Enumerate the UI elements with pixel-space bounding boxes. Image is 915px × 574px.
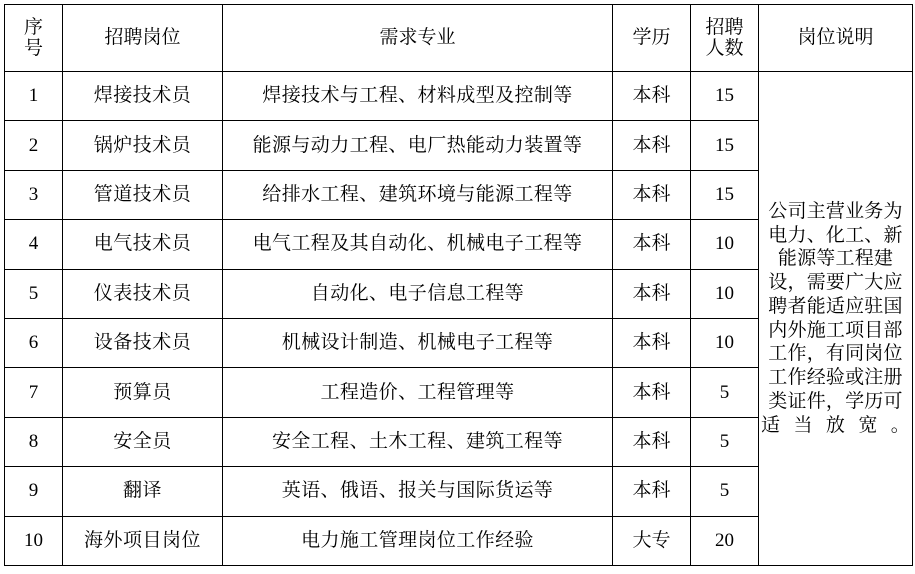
cell-no: 6 [5, 318, 63, 367]
table-header [5, 5, 913, 72]
column-header-count-line2: 人数 [705, 38, 744, 59]
cell-no: 2 [5, 121, 63, 170]
cell-major: 电力施工管理岗位工作经验 [223, 516, 613, 565]
cell-education: 本科 [613, 72, 691, 121]
cell-major: 工程造价、工程管理等 [223, 368, 613, 417]
cell-position: 仪表技术员 [63, 269, 223, 318]
cell-no: 4 [5, 220, 63, 269]
cell-no: 5 [5, 269, 63, 318]
cell-no: 1 [5, 72, 63, 121]
cell-major: 机械设计制造、机械电子工程等 [223, 318, 613, 367]
cell-no: 9 [5, 467, 63, 516]
cell-count: 15 [691, 121, 759, 170]
column-header-no-line1: 序 [23, 16, 43, 38]
cell-no: 8 [5, 417, 63, 466]
note-text: 公司主营业务为电力、化工、新能源等工程建设，需要广大应聘者能适应驻国内外施工项目部工作，有同岗位工作经验或注册类证件，学历可适当放宽。 [761, 200, 910, 436]
cell-note [759, 72, 913, 566]
cell-major: 焊接技术与工程、材料成型及控制等 [223, 72, 613, 121]
cell-count: 10 [691, 220, 759, 269]
column-header-position: 招聘岗位 [63, 5, 223, 72]
cell-major: 英语、俄语、报关与国际货运等 [223, 467, 613, 516]
recruitment-table [4, 4, 913, 566]
column-header-no-line2: 号 [23, 38, 43, 59]
cell-no: 10 [5, 516, 63, 565]
column-header-no [5, 5, 63, 72]
cell-education: 本科 [613, 318, 691, 367]
cell-major: 自动化、电子信息工程等 [223, 269, 613, 318]
cell-position: 预算员 [63, 368, 223, 417]
cell-education: 本科 [613, 467, 691, 516]
cell-education: 本科 [613, 368, 691, 417]
table-body [5, 72, 913, 566]
cell-education: 本科 [613, 417, 691, 466]
column-header-note: 岗位说明 [759, 5, 913, 72]
cell-no: 7 [5, 368, 63, 417]
cell-position: 安全员 [63, 417, 223, 466]
cell-major: 能源与动力工程、电厂热能动力装置等 [223, 121, 613, 170]
column-header-count-line1: 招聘 [705, 16, 744, 38]
cell-position: 锅炉技术员 [63, 121, 223, 170]
cell-position: 设备技术员 [63, 318, 223, 367]
cell-count: 5 [691, 417, 759, 466]
recruitment-table-page [0, 4, 915, 574]
column-header-count [691, 5, 759, 72]
cell-count: 5 [691, 368, 759, 417]
cell-no: 3 [5, 170, 63, 219]
cell-count: 15 [691, 72, 759, 121]
cell-count: 10 [691, 318, 759, 367]
cell-position: 海外项目岗位 [63, 516, 223, 565]
cell-major: 给排水工程、建筑环境与能源工程等 [223, 170, 613, 219]
column-header-education: 学历 [613, 5, 691, 72]
cell-education: 本科 [613, 170, 691, 219]
cell-education: 本科 [613, 269, 691, 318]
cell-position: 翻译 [63, 467, 223, 516]
table-header-row [5, 5, 913, 72]
cell-major: 安全工程、土木工程、建筑工程等 [223, 417, 613, 466]
cell-position: 焊接技术员 [63, 72, 223, 121]
cell-position: 电气技术员 [63, 220, 223, 269]
cell-position: 管道技术员 [63, 170, 223, 219]
cell-count: 15 [691, 170, 759, 219]
cell-count: 20 [691, 516, 759, 565]
cell-education: 大专 [613, 516, 691, 565]
cell-count: 10 [691, 269, 759, 318]
cell-education: 本科 [613, 121, 691, 170]
cell-major: 电气工程及其自动化、机械电子工程等 [223, 220, 613, 269]
column-header-major: 需求专业 [223, 5, 613, 72]
cell-count: 5 [691, 467, 759, 516]
table-row [5, 72, 913, 121]
cell-education: 本科 [613, 220, 691, 269]
